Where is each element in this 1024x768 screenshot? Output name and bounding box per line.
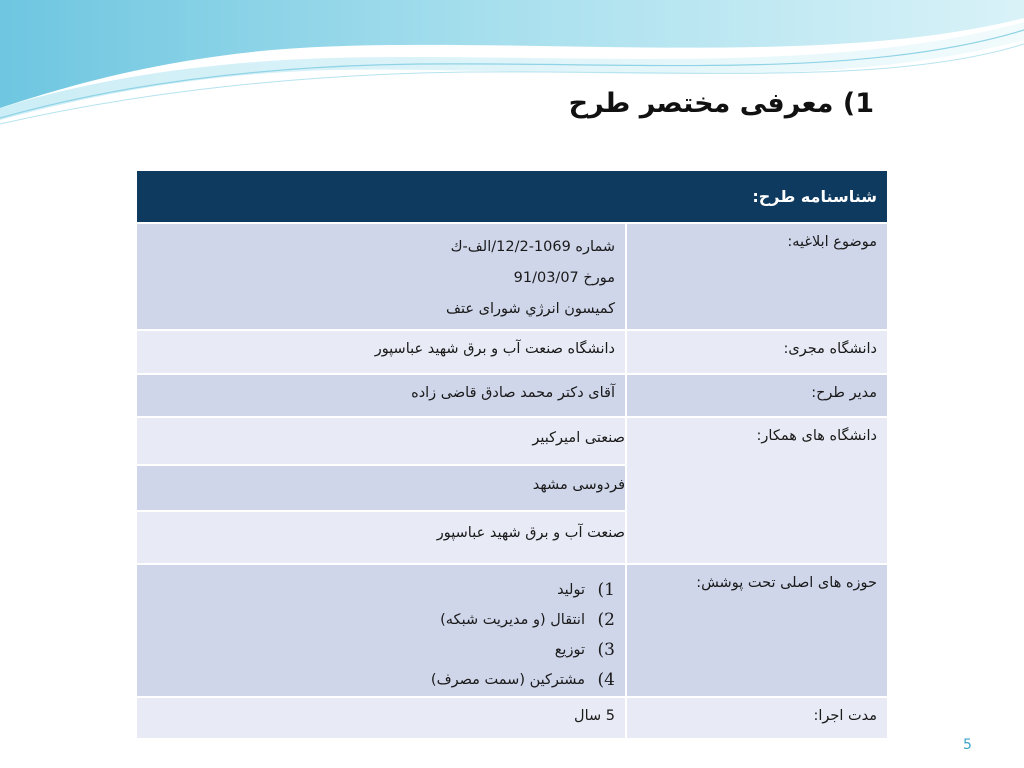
list-item <box>137 665 615 695</box>
list-item <box>137 635 615 665</box>
main-fields-value <box>137 565 625 696</box>
collaborator-amirkabir: صنعتی امیرکبیر <box>532 430 625 446</box>
field-distribution: توزیع <box>554 642 585 658</box>
notification-value <box>137 224 625 329</box>
notification-line-date: مورخ 91/03/07 <box>513 270 615 286</box>
collaborating-universities-list <box>137 418 625 563</box>
field-consumers: مشترکین (سمت مصرف) <box>430 672 585 688</box>
slide-title: 1) معرفی مختصر طرح <box>568 88 874 119</box>
list-number: 1) <box>597 580 615 600</box>
collaborator-abbaspour: صنعت آب و برق شهید عباسپور <box>436 524 625 541</box>
list-item <box>137 512 625 563</box>
table-row-project-manager <box>137 375 887 418</box>
executing-university-value: دانشگاه صنعت آب و برق شهید عباسپور <box>374 341 615 357</box>
table-header <box>137 171 887 224</box>
list-number: 3) <box>597 640 615 660</box>
collaborator-ferdowsi: فردوسی مشهد <box>532 477 625 494</box>
duration-value: 5 سال <box>574 708 615 724</box>
main-fields-list <box>137 575 615 695</box>
collaborating-universities-label: دانشگاه های همکار: <box>625 418 887 563</box>
notification-line-commission: کمیسون انرژي شورای عتف <box>445 301 615 317</box>
duration-label: مدت اجرا: <box>625 698 887 738</box>
table-row-notification <box>137 224 887 331</box>
executing-university-label: دانشگاه مجری: <box>625 331 887 373</box>
table-row-executing-university <box>137 331 887 375</box>
list-number: 2) <box>597 610 615 630</box>
field-transmission: انتقال (و مدیریت شبکه) <box>440 612 585 628</box>
main-fields-label: حوزه های اصلی تحت پوشش: <box>625 565 887 696</box>
notification-line-number: شماره 1069-12/2/الف-ك <box>450 239 615 255</box>
project-manager-label: مدیر طرح: <box>625 375 887 416</box>
list-item <box>137 575 615 605</box>
project-manager-value: آقای دکتر محمد صادق قاضی زاده <box>411 385 615 401</box>
field-generation: تولید <box>557 582 585 598</box>
table-row-collaborating-universities <box>137 418 887 565</box>
page-number: 5 <box>963 737 972 753</box>
table-header-label: شناسنامه طرح: <box>752 187 877 206</box>
notification-label: موضوع ابلاغیه: <box>625 224 887 329</box>
list-number: 4) <box>597 670 615 690</box>
list-item <box>137 605 615 635</box>
table-row-duration <box>137 698 887 740</box>
project-info-table <box>137 171 887 740</box>
list-item <box>137 418 625 466</box>
table-row-main-fields <box>137 565 887 698</box>
list-item <box>137 466 625 511</box>
